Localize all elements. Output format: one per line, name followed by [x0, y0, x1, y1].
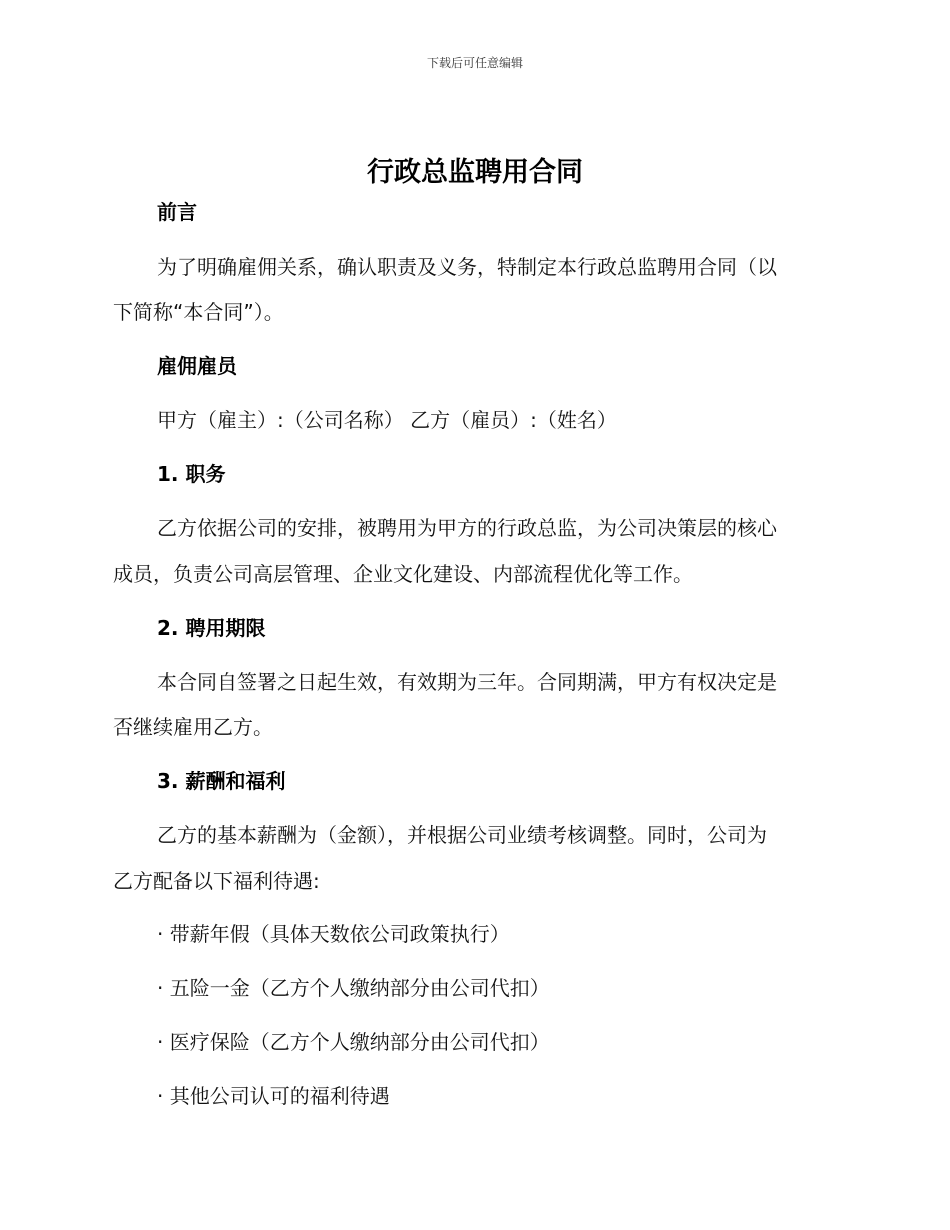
parties-heading: 雇佣雇员 [157, 354, 237, 378]
preface-paragraph-line-2: 下简称“本合同”）。 [113, 300, 284, 324]
benefit-list-item: · 五险一金（乙方个人缴纳部分由公司代扣） [157, 976, 550, 1000]
parties-line: 甲方（雇主）:（公司名称） 乙方（雇员）:（姓名） [157, 408, 617, 432]
term-heading: 2. 聘用期限 [157, 616, 266, 640]
duties-paragraph-line-1: 乙方依据公司的安排，被聘用为甲方的行政总监，为公司决策层的核心 [157, 516, 777, 540]
compensation-heading: 3. 薪酬和福利 [157, 769, 286, 793]
duties-heading: 1. 职务 [157, 462, 226, 486]
term-paragraph-line-2: 否继续雇用乙方。 [113, 715, 273, 739]
compensation-paragraph-line-2: 乙方配备以下福利待遇: [113, 869, 320, 893]
document-title: 行政总监聘用合同 [367, 157, 583, 188]
benefit-list-item: · 其他公司认可的福利待遇 [157, 1084, 390, 1108]
preface-paragraph-line-1: 为了明确雇佣关系，确认职责及义务，特制定本行政总监聘用合同（以 [157, 255, 777, 279]
benefit-list-item: · 带薪年假（具体天数依公司政策执行） [157, 922, 510, 946]
header-note: 下载后可任意编辑 [426, 56, 523, 70]
duties-paragraph-line-2: 成员，负责公司高层管理、企业文化建设、内部流程优化等工作。 [113, 562, 693, 586]
compensation-paragraph-line-1: 乙方的基本薪酬为（金额），并根据公司业绩考核调整。同时，公司为 [157, 823, 767, 847]
benefit-list-item: · 医疗保险（乙方个人缴纳部分由公司代扣） [157, 1030, 550, 1054]
preface-heading: 前言 [157, 200, 197, 224]
term-paragraph-line-1: 本合同自签署之日起生效，有效期为三年。合同期满，甲方有权决定是 [157, 670, 777, 694]
